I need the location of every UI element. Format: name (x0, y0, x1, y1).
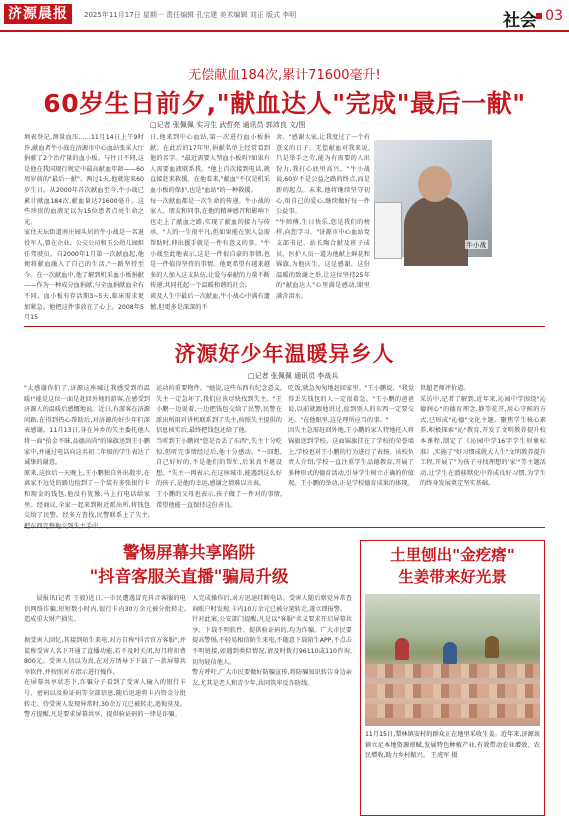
article4-title-line2: 生姜带来好光景 (398, 568, 507, 586)
article3-lead (24, 594, 186, 634)
article1-col2: 日,他来到中心血站,第一次进行血小板捐献。在此后的17年里,捐献名单上经常看到他的名字。"最近需要人型血小板吗?如果有人需要血液联系我。"他上百次接到电话,就直接赶来救援。在他看来,"献血"不仅是机采血小板的保护,也是"血站"的一种救援。 每一次献血都是一次生命的传递。牛小战的家人、朋友和同事,在他的精神感召和影响下也走上了献血之路,实现了献血的接力与传承。"人的一生很平凡,但如果能在别人急需帮助时,伸出援手就是一件有意义的事。"牛小战至此地表示,这是一件很自豪的事情,也是一件值得坚持的事情。他更希望有越来越多的人加入这支队伍,让爱与奉献的力量不断传递,共同托起一个温暖和谐的社会。 谈及人生中最后一次献血,牛小战心中满有遗憾,但更多是深深的不 (150, 134, 270, 311)
ginger-harvest-photo (365, 594, 540, 726)
ginger-row (365, 664, 540, 678)
article1-col1: 填表登记,测量血压……11月14日上午9时许,献血者牛小战在济源市中心血站张采大厅捐献了2个治疗量的血小板。与往日不同,这是他在我国现行规定中最高献血年龄——60周岁前的"最后一献"。两过1天,他就迎来60岁生日。从2000年首次献血至今,牛小战已累计献血184次,献血量达71600毫升。这些珍贵的血液足以为15位患者点亮生命之光。 家住天坛街道南庄园头居的牛小战是一名退役军人,曾在企业、公交公司和玉公幼儿园担任驾驶员。自2000年1月第一次献血起,他便将献血融入了自己的生活,"一路坚持至今。在一次献血中,他了解到机采血小板捐献——作为一种成分血捐献,与全血捐献血全有不同。血小板有存活期3~5天,临床需求更加紧急。他把这件事放在了心上。2008年5月15 (24, 134, 144, 322)
article2-col3: 吃饭,就急匆匆地赶回家里。"王小鹏说。"我觉得丢失钱包的人一定很着急。"王小鹏的爸爸说,以前就跟他讲过,捡到别人的东西一定要交还。"在他眼里,这是理所应当的事。" 因失主急需赶回外地,王小鹏的家人特地托人将锦旗送到学校。这面锦旗挂在了学校的荣誉墙上,学校也对王小鹏的行为进行了表扬。该校负责人介绍,学校一直注重学生品德教育,开展了多种形式的德育活动,引导学生树立正确的价值观。王小鹏的举动,正是学校德育成果的体现。 (288, 385, 414, 488)
article2-col4: 世超老师评价道。 采访中,记者了解到,近年来,沁园中学围绕"沁德润心"的德育理念,静等花开,用心守候的方式,已形成"沁德"文化主题。聚焦学生核心素养,积极探索"沁"教育,开发了文明教养提升校本课程,制定了《沁园中学16字学生形象标准》,实施了"好习惯成就大人生"文明教养提升工程,开展了"为孩子寻找理想的'家'"等主题活动,让学生在潜移默化中养成良好习惯,为学生的终身发展奠定坚实基础。 (420, 385, 546, 488)
page-number: 03 (536, 8, 563, 24)
article3-col2: 人完成操作后,对方迅速挂断电话。受害人随后察觉异常查询账户时发现,卡内10万余元已被分笔转走,遂立即报警。 针对此案,公安部门提醒,凡是以"客服"名义要求开启屏幕共享、下载不明软件、提供验证码的,均为诈骗。广大市民要提高警惕,不轻易相信陌生来电,不随意下载陌生APP,不点击不明链接,如遇到类似情况,请及时拨打96110或110咨询,切勿轻信他人。 警方呼吁,广大市民要做好防骗宣传,将防骗知识转告身边亲友,尤其是老人和青少年,共同筑牢反诈防线。 (192, 595, 352, 687)
divider-1 (24, 326, 545, 327)
article4-title-line1: 土里刨出"金疙瘩" (390, 546, 515, 564)
article3-title-line1: 警惕屏幕共享陷阱 (123, 543, 255, 562)
newspaper-logo: 济源晨报 (4, 4, 72, 24)
farmer-figure (443, 642, 457, 664)
article1-title: 60岁生日前夕,"献血达人"完成"最后一献" (43, 89, 526, 118)
article1-byline: □记者 张佩佩 实习生 武哲亮 通讯员 郭沛良 文/图 (150, 121, 306, 129)
article1-col3: 舍。"感谢大家,让我度过了一个有意义的日子。无偿献血对我来说,只是举手之劳,能为有需要的人出份力,我打心底里高兴。"牛小战说,60岁不是公益之路的终点,而是新的起点。未来,他将继续坚守初心,用自己的爱心,继续做好每一件公益事。 "牛师傅,生日快乐,您是我们的榜样,向您学习。"济源市中心血站党支部书记、站长陶合献及班子成员、医护人员一道为他献上鲜花和锦旗,为他庆生。这是感谢、这份温暖的致谢之举,让这位坚持25年的"献血达人"心里满是感动,眼里满含泪水。 (276, 134, 370, 300)
article3-title-line2: "抖音客服关直播"骗局升级 (89, 567, 289, 586)
article4-caption: 11月15日,梨林镇安村的群众正在地里采收生姜。近年来,济源该镇立足本地资源禀赋,发展特色种植产业,有效带动农业增效、农民增收,助力乡村振兴。 王虎军 摄 (365, 731, 540, 759)
blood-donor-photo (374, 140, 492, 257)
photo1-caption: 牛小战 (466, 241, 486, 249)
article2-byline: □记者 张佩佩 通讯员 李战兵 (248, 372, 339, 380)
ginger-row (365, 704, 540, 718)
divider-2 (24, 527, 545, 528)
issue-meta: 2025年11月17日 星期一 责任编辑 孔宝建 美术编辑 刘正 版式 李明 (84, 11, 297, 19)
article2-col2: 运动的重要物件。"她说,这些东西有纪念意义,失主一定急坏了,我们应该尽快找到失主。"王小鹏一边说着,一边把钱包交给了民警,民警在派出所用对讲机联系到了失主,按照失主提供的信息核实后,最终把钱包还给了他。 当听到王小鹏问"您是否丢了东西",失主十分吃惊,但听完事情经过后,他十分感动。"一回想,自己好好的,不是他们的帮忙,后果真不堪设想。"失主一再表示,在这座城市,能遇到这么好的孩子,是他的幸运,感谢之情难以言表。 王小鹏的父母也表示,孩子做了一件对的事情,希望他能一直保持这份善良。 (156, 385, 282, 509)
ginger-row (365, 684, 540, 698)
farmer-figure (485, 636, 499, 658)
section-name: 社会 (503, 11, 537, 31)
farmer-figure (395, 638, 409, 660)
donor-face (418, 166, 452, 202)
article3-col1: 据受害人回忆,其接到陌生来电,对方自称"抖音官方客服",并谎称受害人名下开通了直播功能,若不及时关闭,每月将扣费800元。受害人信以为真,在对方诱导下下载了一款屏幕共享软件,并按照对方指示进行操作。 在屏幕共享状态下,诈骗分子看到了受害人输入的银行卡号、密码以及验证码等全部信息,随后迅速将卡内资金分批转走。待受害人发现异常时,30余万元已被转走,追悔莫及。警方提醒,凡是要求屏幕共享、提供验证码的一律是诈骗。 (24, 637, 186, 719)
article3-lead-text: 晨报讯(记者 王毅)近日,一市民遭遇冒充抖音客服的电信网络诈骗,短短数小时内,银行卡内30万余元被分批转走,造成重大财产损失。 (24, 595, 186, 624)
donation-machine (374, 202, 402, 259)
article2-title: 济源好少年温暖异乡人 (174, 342, 395, 366)
article1-subtitle: 无偿献血184次,累计71600毫升! (188, 68, 381, 83)
donor-figure (404, 196, 468, 266)
article2-col1: "太感谢你们了,济源这座城让我感受到的温暖!"能是这位一面是赶回外地的游客,在感受到济源人的温暖后感慨地说。近日,有游客在济源问路,在得到热心帮助后,对济源的好少年们深表感谢。11月13日,身在异乡的失主委托他人将一面"拾金不昧,品德高尚"的锦旗送到王小鹏家中,并通过电话向这名初二年级的学生表达了诚挚的谢意。 原来,这位后一天晚上,王小鹏独自外出散步,在离家不远处的路边捡到了一个装有多张银行卡和现金的钱包,他没有犹豫,马上打电话给家里。经商议,全家一起来到附近派出所,将钱包交给了民警。经多方查找,民警联系上了失主, (24, 385, 150, 520)
